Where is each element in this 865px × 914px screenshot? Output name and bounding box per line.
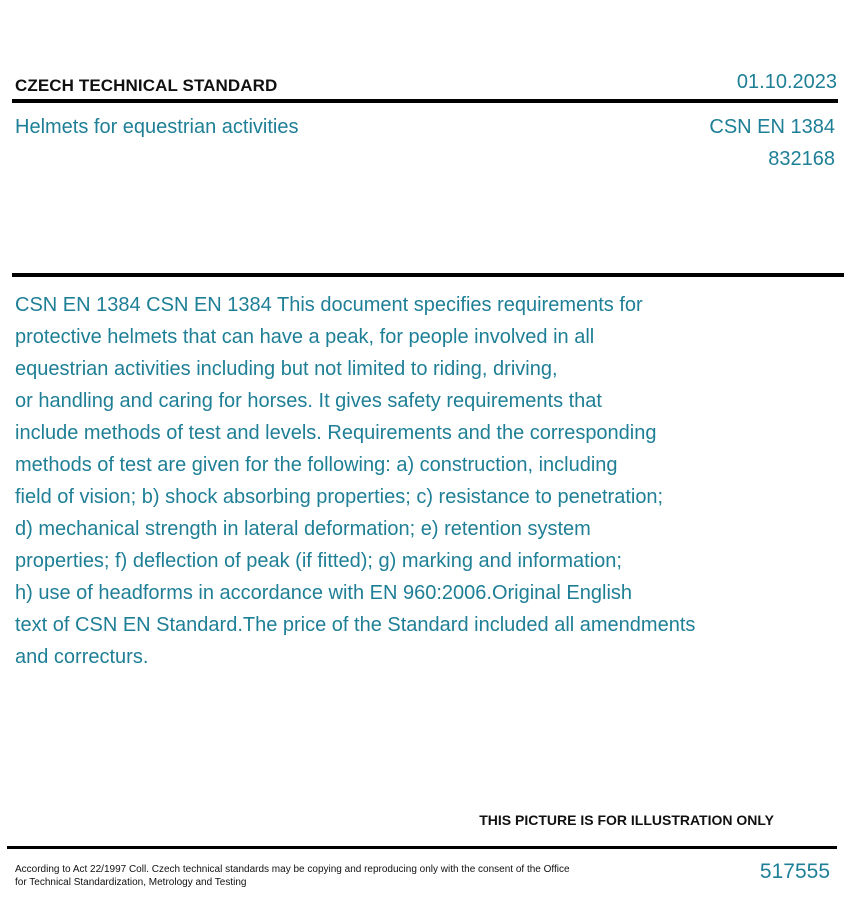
- legal-notice-line-2: for Technical Standardization, Metrology and Testing: [15, 877, 247, 888]
- standard-number: 832168: [768, 148, 835, 170]
- standard-description: CSN EN 1384 CSN EN 1384 This document specifies requirements for protective helmets that can have a peak, for people involved in all equestrian activities including but not limited to riding, driving, or handling and caring for horses. It gives safety requirements that include methods of test and levels. Requirements and the corresponding methods of test are given for the following: a) construction, including field of vision; b) shock absorbing properties; c) resistance to penetration; d) mechanical strength in lateral deformation; e) retention system properties; f) deflection of peak (if fitted); g) marking and information; h) use of headforms in accordance with EN 960:2006.Original English text of CSN EN Standard.The price of the Standard included all amendments and correcturs.: [15, 294, 696, 668]
- legal-notice-line-1: According to Act 22/1997 Coll. Czech technical standards may be copying and reproducing only with the consent of the Office: [15, 864, 570, 875]
- section-divider: [12, 273, 844, 277]
- illustration-disclaimer: THIS PICTURE IS FOR ILLUSTRATION ONLY: [479, 812, 774, 828]
- legal-notice: [15, 863, 585, 889]
- footer-divider: [7, 846, 837, 849]
- document-id: 517555: [759, 860, 830, 883]
- publication-date: 01.10.2023: [736, 71, 837, 93]
- header-divider: [12, 99, 838, 103]
- standard-code: CSN EN 1384: [709, 116, 835, 138]
- standard-title: Helmets for equestrian activities: [15, 116, 299, 138]
- document-type-label: CZECH TECHNICAL STANDARD: [15, 76, 278, 95]
